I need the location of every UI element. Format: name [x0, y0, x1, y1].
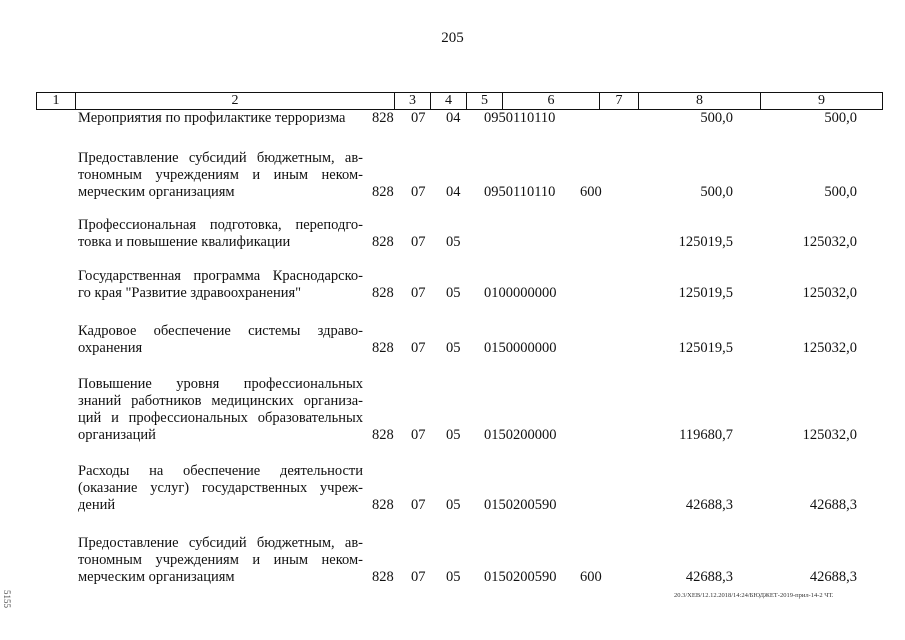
cell-col-6: 0150200000 — [484, 427, 557, 443]
description-line: Государственная программа Краснодарско- — [78, 268, 363, 284]
row-description — [78, 323, 363, 357]
row-description — [78, 463, 363, 514]
cell-col-9: 500,0 — [824, 110, 857, 126]
cell-col-8: 125019,5 — [678, 340, 733, 356]
column-header-7: 7 — [600, 93, 639, 110]
row-description — [78, 535, 363, 586]
cell-col-9: 500,0 — [824, 184, 857, 200]
description-line: Повышение уровня профессиональных — [78, 376, 363, 392]
description-line: Профессиональная подготовка, переподго- — [78, 217, 363, 233]
column-header-8: 8 — [639, 93, 761, 110]
cell-col-3: 828 — [372, 569, 394, 585]
cell-col-3: 828 — [372, 110, 394, 126]
column-header-9: 9 — [761, 93, 883, 110]
cell-col-4: 07 — [411, 569, 426, 585]
cell-col-5: 05 — [446, 285, 461, 301]
cell-col-3: 828 — [372, 234, 394, 250]
cell-col-7: 600 — [580, 184, 602, 200]
column-header-4: 4 — [431, 93, 467, 110]
cell-col-6: 0150200590 — [484, 497, 557, 513]
description-line: Кадровое обеспечение системы здраво- — [78, 323, 363, 339]
cell-col-8: 42688,3 — [685, 497, 733, 513]
cell-col-4: 07 — [411, 497, 426, 513]
cell-col-5: 04 — [446, 184, 461, 200]
description-line: мерческим организациям — [78, 184, 235, 200]
cell-col-8: 42688,3 — [685, 569, 733, 585]
cell-col-6: 0950110110 — [484, 110, 556, 126]
cell-col-4: 07 — [411, 285, 426, 301]
description-line: знаний работников медицинских организа- — [78, 393, 363, 409]
cell-col-3: 828 — [372, 285, 394, 301]
description-line: го края "Развитие здравоохранения" — [78, 285, 302, 301]
description-line: дений — [78, 497, 116, 513]
cell-col-6: 0100000000 — [484, 285, 557, 301]
cell-col-3: 828 — [372, 184, 394, 200]
description-line: Предоставление субсидий бюджетным, ав- — [78, 150, 363, 166]
cell-col-9: 125032,0 — [802, 427, 857, 443]
cell-col-8: 119680,7 — [679, 427, 733, 443]
description-line: охранения — [78, 340, 143, 356]
cell-col-5: 05 — [446, 234, 461, 250]
description-line: организаций — [78, 427, 156, 443]
cell-col-4: 07 — [411, 234, 426, 250]
column-header-6: 6 — [503, 93, 600, 110]
description-line: Предоставление субсидий бюджетным, ав- — [78, 535, 363, 551]
cell-col-8: 500,0 — [700, 184, 733, 200]
cell-col-7: 600 — [580, 569, 602, 585]
description-line: ций и профессиональных образовательных — [78, 410, 363, 426]
column-header-5: 5 — [467, 93, 503, 110]
column-header-row — [37, 93, 883, 110]
cell-col-8: 500,0 — [700, 110, 733, 126]
cell-col-9: 42688,3 — [809, 569, 857, 585]
cell-col-4: 07 — [411, 340, 426, 356]
cell-col-5: 05 — [446, 497, 461, 513]
description-line: тономным учреждениям и иным неком- — [78, 167, 363, 183]
cell-col-6: 0950110110 — [484, 184, 556, 200]
footer-reference: 20.3/ХЕВ/12.12.2018/14:24/БЮДЖЕТ-2019-прил-14-2 ЧТ. — [674, 592, 834, 599]
row-description — [78, 376, 363, 444]
cell-col-8: 125019,5 — [678, 234, 733, 250]
row-description — [78, 217, 363, 251]
description-line: Расходы на обеспечение деятельности — [78, 463, 363, 479]
cell-col-4: 07 — [411, 184, 426, 200]
description-line: мерческим организациям — [78, 569, 235, 585]
cell-col-3: 828 — [372, 497, 394, 513]
cell-col-9: 42688,3 — [809, 497, 857, 513]
column-header-2: 2 — [76, 93, 395, 110]
description-line: (оказание услуг) государственных учреж- — [78, 480, 363, 496]
cell-col-3: 828 — [372, 427, 394, 443]
cell-col-5: 05 — [446, 340, 461, 356]
margin-mark: 5155 — [2, 590, 12, 608]
row-description — [78, 268, 363, 302]
description-line: товка и повышение квалификации — [78, 234, 291, 250]
cell-col-5: 05 — [446, 427, 461, 443]
cell-col-4: 07 — [411, 427, 426, 443]
cell-col-9: 125032,0 — [802, 340, 857, 356]
row-description — [78, 110, 363, 127]
page-number: 205 — [441, 30, 464, 46]
cell-col-9: 125032,0 — [802, 285, 857, 301]
column-header-table — [36, 92, 883, 110]
cell-col-4: 07 — [411, 110, 426, 126]
row-description — [78, 150, 363, 201]
cell-col-8: 125019,5 — [678, 285, 733, 301]
cell-col-5: 05 — [446, 569, 461, 585]
description-line: Мероприятия по профилактике терроризма — [78, 110, 346, 126]
cell-col-9: 125032,0 — [802, 234, 857, 250]
description-line: тономным учреждениям и иным неком- — [78, 552, 363, 568]
cell-col-5: 04 — [446, 110, 461, 126]
cell-col-6: 0150000000 — [484, 340, 557, 356]
cell-col-6: 0150200590 — [484, 569, 557, 585]
column-header-1: 1 — [37, 93, 76, 110]
cell-col-3: 828 — [372, 340, 394, 356]
column-header-3: 3 — [395, 93, 431, 110]
